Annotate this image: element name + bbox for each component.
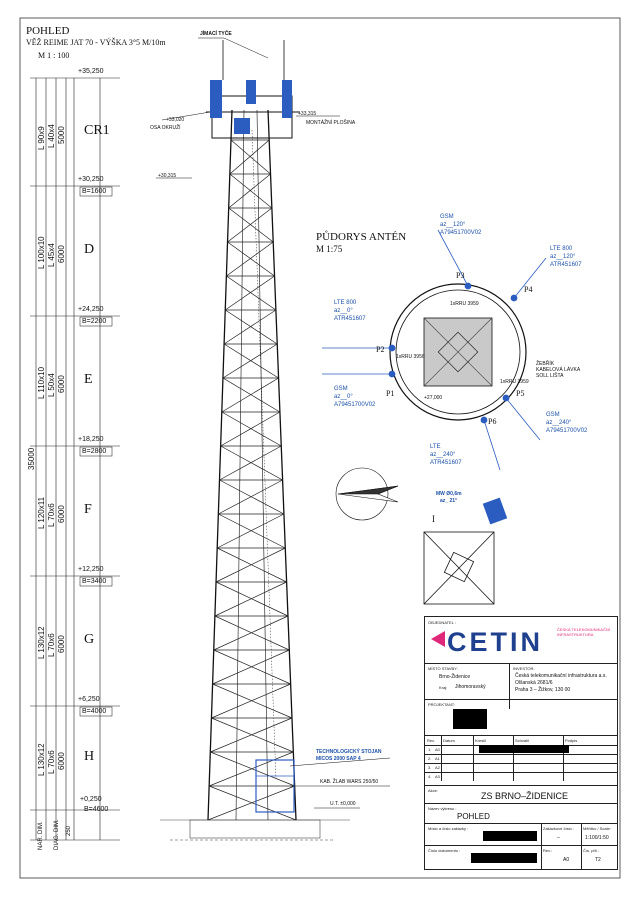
section-width: B=3400 [82, 578, 107, 585]
section-width: B=2800 [82, 448, 107, 455]
antenna-az: az__240° [430, 452, 456, 458]
client-label: OBJEDNATEL : [428, 620, 457, 625]
tower-description: VĚŽ REIME JAT 70 - VÝŠKA 3°5 M/10m [26, 38, 166, 47]
section-width: B=4000 [82, 708, 107, 715]
callout-ut: U.T. ±0,000 [330, 801, 356, 807]
order-label: Místo a číslo zakázky : [428, 826, 469, 831]
cetin-logo-icon [431, 631, 445, 652]
top-platform [206, 40, 300, 138]
section-length: 6000 [57, 505, 66, 523]
callout-montazni: MONTÁŽNÍ PLOŠINA [306, 120, 356, 126]
document-label: Číslo dokumentu : [428, 848, 461, 853]
revision-header: Rev. [427, 738, 435, 743]
antenna-code: A79451700V02 [546, 428, 588, 434]
section-name: H [84, 749, 95, 764]
investor-city: Praha 3 – Žižkov, 130 00 [515, 687, 571, 693]
antenna-position: P2 [376, 345, 385, 354]
stage-label: Zakázkové číslo : [543, 826, 574, 831]
mw-dish [483, 498, 507, 525]
site-label: MÍSTO STAVBY: [428, 666, 458, 671]
section-name: F [84, 502, 92, 517]
revision-number: 3. [428, 765, 432, 770]
redacted-revision [479, 745, 569, 753]
antenna-right [282, 80, 292, 118]
section-name: CR1 [84, 123, 110, 138]
section-leg-profile: L 130x12 [37, 743, 46, 776]
antenna-label: LTE 800 [334, 300, 357, 306]
ladder-note-2: KABELOVÁ LÁVKA [536, 367, 581, 373]
attachment-value: T2 [595, 857, 601, 863]
section-brace-profile: L 70x6 [47, 503, 56, 527]
section-level: +12,250 [78, 566, 104, 573]
section-name: G [84, 632, 95, 647]
antenna-code: A79451700V02 [334, 402, 376, 408]
designer-label: PROJEKTANT: [428, 702, 455, 707]
plan-title: PŮDORYS ANTÉN [316, 231, 407, 243]
drawing-name: POHLED [457, 812, 490, 821]
section-leg-profile: L 120x11 [37, 496, 46, 529]
callout-leaders [156, 38, 390, 808]
drawing-name-label: Název výkresu : [428, 806, 457, 811]
project-label: Akce: [428, 788, 439, 793]
north-arrow [336, 468, 398, 520]
rru-label-2: 1xRRU 3956 [396, 354, 425, 360]
brand-name: CETIN [447, 627, 543, 657]
callout-tech-stand-type: MICOS 2000 SAP 4 [316, 756, 361, 762]
region-label: Kraj: [439, 685, 448, 690]
revision-code: A3 [435, 774, 440, 779]
section-length: 6000 [57, 635, 66, 653]
section-brace-profile: L 50x4 [47, 373, 56, 397]
section-leg-profile: L 130x12 [37, 626, 46, 659]
view-scale: M 1 : 100 [38, 51, 70, 60]
antenna-az: az__240° [546, 420, 572, 426]
section-level: +18,250 [78, 436, 104, 443]
section-level: +24,250 [78, 306, 104, 313]
section-length: 6000 [57, 375, 66, 393]
bottom-diag: DIAG. DIM. [54, 819, 60, 850]
antenna-position: P3 [456, 271, 465, 280]
rru-box [234, 118, 250, 134]
section-brace-profile: L 40x4 [47, 124, 56, 148]
revision-number: 4. [428, 774, 432, 779]
investor-street: Olšanská 2681/6 [515, 680, 553, 686]
antenna-code: ATR451607 [550, 262, 582, 268]
antenna-code: ATR451607 [334, 316, 366, 322]
view-title: POHLED [26, 25, 70, 37]
section-brace-profile: L 70x6 [47, 633, 56, 657]
title-block [424, 616, 618, 870]
antenna-label: LTE 800 [550, 246, 573, 252]
section-width: B=2200 [82, 318, 107, 325]
revision-header: Podpis [565, 738, 578, 743]
callout-cable-tray: KAB. ŽLAB WARS 250/50 [320, 779, 379, 785]
callout-osa: OSA OKRUŽÍ [150, 125, 181, 131]
section-leg-profile: L 100x10 [37, 236, 46, 269]
plan-scale: M 1:75 [316, 244, 343, 254]
ground [160, 820, 350, 840]
section-level: +6,250 [78, 696, 100, 703]
antenna-position: P1 [386, 389, 395, 398]
antenna-az: az__120° [440, 222, 466, 228]
ladder-note-1: ŽEBŘÍK [536, 361, 555, 367]
section-width: B=1600 [82, 188, 107, 195]
revision-code: A2 [435, 765, 440, 770]
revision-number: 2. [428, 756, 432, 761]
site-value: Brno-Židenice [439, 674, 471, 680]
antenna-label: GSM [440, 214, 454, 220]
section-level: +35,250 [78, 68, 104, 75]
section-length: 6000 [57, 752, 66, 770]
antenna-label: LTE [430, 444, 441, 450]
section-brace-profile: L 70x6 [47, 750, 56, 774]
brand-subtitle: ČESKÁ TELEKOMUNIKAČNÍ INFRASTRUKTURA [557, 627, 610, 637]
revision-header: Schválil [515, 738, 529, 743]
investor-label: INVESTOR: [513, 666, 535, 671]
revision-code: A0 [435, 747, 440, 752]
section-level: +30,250 [78, 176, 104, 183]
redacted-order [483, 831, 537, 841]
bottom-250: 250 [66, 825, 72, 836]
project-name: ZS BRNO–ŽIDENICE [481, 791, 569, 801]
antenna-left [210, 80, 222, 118]
revision-header: Datum [443, 738, 455, 743]
mw-az: az_ 21° [440, 498, 458, 504]
scale-label: Měřítko / Scale: [583, 826, 611, 831]
antenna-label: GSM [334, 386, 348, 392]
rru-label-1: 1xRRU 3959 [450, 301, 479, 307]
detail-label: I [432, 514, 435, 524]
base-width: B=4600 [84, 806, 109, 813]
antenna-az: az__0° [334, 394, 353, 400]
callout-30315: +30,315 [158, 173, 177, 179]
section-length: 5000 [57, 126, 66, 144]
mw-label: MW Ø0,6m [436, 491, 462, 497]
antenna-az: az__0° [334, 308, 353, 314]
region-value: Jihomoravský [455, 684, 486, 690]
section-leg-profile: L 90x9 [37, 126, 46, 150]
bottom-nar: NAR. DIM. [38, 821, 44, 850]
format-value: A0 [563, 857, 570, 863]
callout-montazni-level: +33,315 [298, 111, 317, 117]
section-name: E [84, 372, 93, 387]
total-height: 35000 [27, 447, 36, 470]
section-leg-profile: L 110x10 [37, 366, 46, 399]
antenna-position: P4 [524, 285, 533, 294]
base-level: +0,250 [80, 796, 102, 803]
callout-lightning-rod: JÍMACÍ TYČE [200, 31, 232, 37]
revision-code: A1 [435, 756, 440, 761]
plan-level: +27,000 [424, 395, 443, 401]
callout-osa-level: +33,020 [166, 117, 185, 123]
section-name: D [84, 242, 95, 257]
revision-number: 1. [428, 747, 432, 752]
rru-label-3: 1xRRU 3959 [500, 379, 529, 385]
format-label: Rev.: [543, 848, 553, 853]
revision-header: Kreslil [475, 738, 486, 743]
callout-tech-stand: TECHNOLOGICKÝ STOJAN [316, 749, 382, 755]
section-brace-profile: L 45x4 [47, 243, 56, 267]
ladder-note-3: SOLL LIŠTA [536, 373, 564, 379]
attachment-label: Čís. přil.: [583, 848, 599, 853]
antenna-center [246, 80, 256, 104]
detail-i [424, 498, 507, 604]
antenna-code: ATR451607 [430, 460, 462, 466]
investor-name: Česká telekomunikační infrastruktura a.s. [515, 673, 607, 679]
redacted-document [471, 853, 537, 863]
redacted-designer [453, 709, 487, 729]
scale-value: 1:100/1:50 [585, 835, 609, 841]
antenna-position: P6 [488, 417, 497, 426]
antenna-label: GSM [546, 412, 560, 418]
antenna-code: A79451700V02 [440, 230, 482, 236]
left-dimension-lines [27, 78, 120, 840]
antenna-az: az__120° [550, 254, 576, 260]
section-length: 6000 [57, 245, 66, 263]
antenna-position: P5 [516, 389, 525, 398]
stage-value: – [557, 835, 560, 841]
